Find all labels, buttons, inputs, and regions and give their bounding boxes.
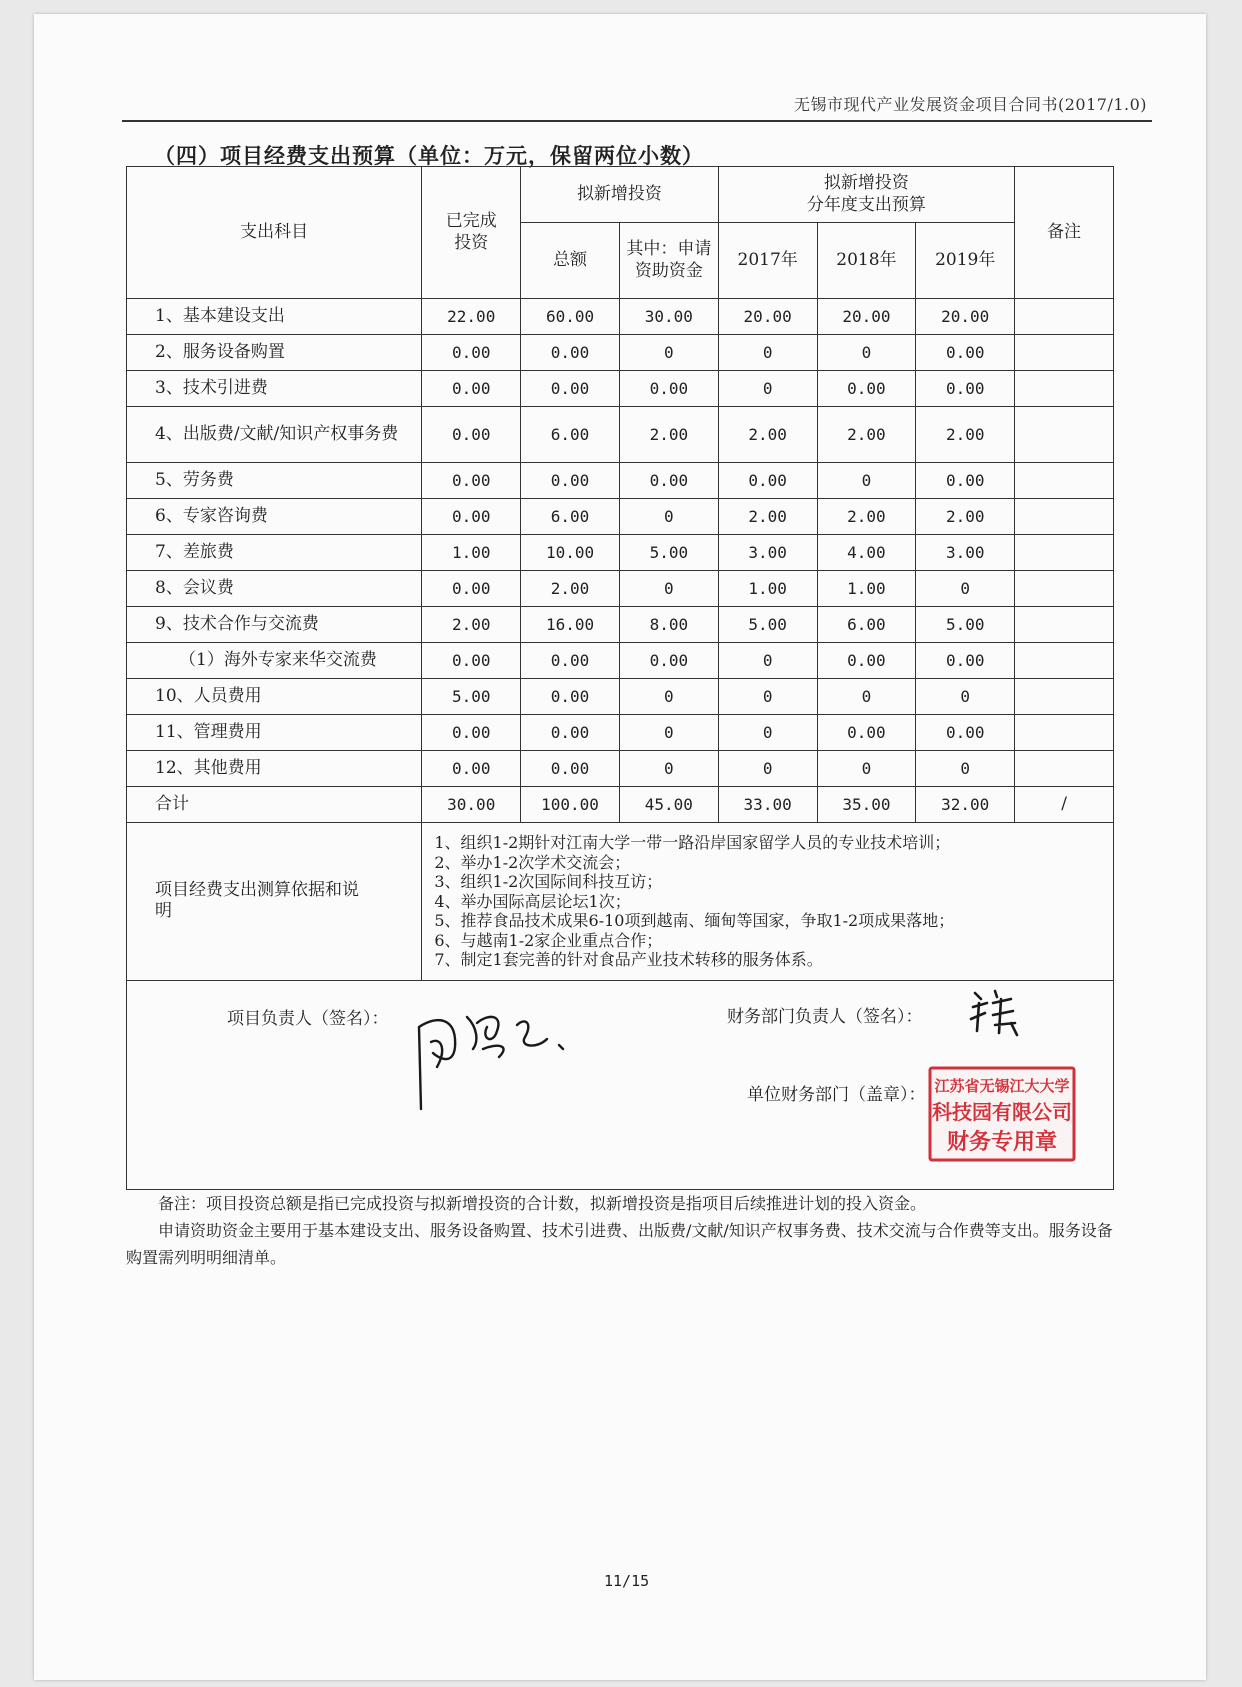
notes-item: 6、与越南1-2家企业重点合作； [434, 930, 663, 950]
cell-grant: 0 [619, 679, 718, 715]
cell-2019: 0 [916, 751, 1015, 787]
cell-completed: 1.00 [422, 535, 521, 571]
footnotes [126, 1190, 1126, 1272]
header-subject: 支出科目 [127, 167, 422, 299]
cell-2017: 3.00 [718, 535, 817, 571]
header-2017: 2017年 [718, 223, 817, 299]
cell-2019: 0 [916, 571, 1015, 607]
table-row [127, 371, 1114, 407]
cell-total: 0.00 [521, 371, 620, 407]
cell-2017: 2.00 [718, 407, 817, 463]
section-title: （四）项目经费支出预算（单位：万元，保留两位小数） [154, 143, 704, 168]
cell-total: 100.00 [521, 787, 620, 823]
document-page [34, 14, 1206, 1680]
cell-2019: 0.00 [916, 715, 1015, 751]
cell-2017: 0 [718, 371, 817, 407]
budget-table [126, 166, 1114, 1190]
cell-total: 0.00 [521, 679, 620, 715]
cell-completed: 0.00 [422, 571, 521, 607]
cell-grant: 0.00 [619, 371, 718, 407]
table-row [127, 463, 1114, 499]
cell-completed: 0.00 [422, 463, 521, 499]
cell-remark [1015, 535, 1114, 571]
cell-2017: 1.00 [718, 571, 817, 607]
table-row [127, 679, 1114, 715]
cell-grant: 45.00 [619, 787, 718, 823]
page-number: 11/15 [604, 1572, 650, 1590]
cell-2018: 4.00 [817, 535, 916, 571]
header-of-which: 其中：申请资助资金 [619, 223, 718, 299]
cell-2018: 0.00 [817, 371, 916, 407]
cell-2019: 3.00 [916, 535, 1015, 571]
notes-row [127, 823, 1114, 981]
table-row [127, 643, 1114, 679]
cell-remark [1015, 607, 1114, 643]
cell-completed: 5.00 [422, 679, 521, 715]
cell-2018: 0 [817, 679, 916, 715]
cell-total: 0.00 [521, 335, 620, 371]
cell-remark [1015, 715, 1114, 751]
cell-remark [1015, 407, 1114, 463]
cell-2018: 0.00 [817, 643, 916, 679]
header-2019: 2019年 [916, 223, 1015, 299]
cell-2019: 2.00 [916, 407, 1015, 463]
row-label: （1）海外专家来华交流费 [127, 643, 422, 679]
cell-remark [1015, 571, 1114, 607]
cell-remark [1015, 299, 1114, 335]
cell-2019: 0.00 [916, 335, 1015, 371]
table-row [127, 499, 1114, 535]
cell-remark: / [1015, 787, 1114, 823]
cell-2018: 6.00 [817, 607, 916, 643]
notes-item: 7、制定1套完善的针对食品产业技术转移的服务体系。 [434, 950, 823, 970]
finance-leader-signature [967, 983, 1027, 1043]
header-2018: 2018年 [817, 223, 916, 299]
notes-content [422, 823, 1114, 981]
table-row [127, 299, 1114, 335]
header-divider [122, 120, 1152, 122]
cell-completed: 2.00 [422, 607, 521, 643]
table-row [127, 335, 1114, 371]
row-label: 4、出版费/文献/知识产权事务费 [127, 407, 422, 463]
table-row [127, 787, 1114, 823]
cell-2017: 20.00 [718, 299, 817, 335]
cell-2018: 0.00 [817, 715, 916, 751]
signature-area [127, 981, 1113, 1189]
svg-text:财务专用章: 财务专用章 [946, 1129, 1058, 1155]
cell-total: 0.00 [521, 643, 620, 679]
cell-2019: 2.00 [916, 499, 1015, 535]
cell-2017: 0 [718, 715, 817, 751]
cell-total: 6.00 [521, 407, 620, 463]
cell-completed: 0.00 [422, 751, 521, 787]
cell-2017: 0 [718, 335, 817, 371]
row-label: 2、服务设备购置 [127, 335, 422, 371]
row-label: 合计 [127, 787, 422, 823]
row-label: 7、差旅费 [127, 535, 422, 571]
cell-total: 0.00 [521, 715, 620, 751]
cell-2017: 5.00 [718, 607, 817, 643]
cell-grant: 0 [619, 335, 718, 371]
row-label: 12、其他费用 [127, 751, 422, 787]
cell-grant: 8.00 [619, 607, 718, 643]
svg-text:江苏省无锡江大大学: 江苏省无锡江大大学 [934, 1076, 1070, 1095]
cell-grant: 5.00 [619, 535, 718, 571]
cell-total: 2.00 [521, 571, 620, 607]
cell-2018: 0 [817, 751, 916, 787]
row-label: 10、人员费用 [127, 679, 422, 715]
footnote-line: 备注：项目投资总额是指已完成投资与拟新增投资的合计数，拟新增投资是指项目后续推进计划的投入资金。 [158, 1194, 927, 1213]
notes-item: 2、举办1-2次学术交流会； [434, 852, 631, 872]
cell-2019: 32.00 [916, 787, 1015, 823]
row-label: 9、技术合作与交流费 [127, 607, 422, 643]
cell-2018: 0 [817, 463, 916, 499]
cell-2019: 0.00 [916, 643, 1015, 679]
cell-grant: 0 [619, 499, 718, 535]
cell-completed: 22.00 [422, 299, 521, 335]
cell-remark [1015, 371, 1114, 407]
row-label: 1、基本建设支出 [127, 299, 422, 335]
cell-grant: 0.00 [619, 643, 718, 679]
table-row [127, 751, 1114, 787]
table-row [127, 535, 1114, 571]
row-label: 8、会议费 [127, 571, 422, 607]
row-label: 3、技术引进费 [127, 371, 422, 407]
cell-completed: 0.00 [422, 371, 521, 407]
cell-2019: 5.00 [916, 607, 1015, 643]
cell-grant: 30.00 [619, 299, 718, 335]
cell-2017: 0 [718, 679, 817, 715]
finance-dept-seal-label: 单位财务部门（盖章）： [747, 1084, 926, 1105]
cell-2018: 1.00 [817, 571, 916, 607]
cell-2019: 0.00 [916, 371, 1015, 407]
header-yearly: 拟新增投资 分年度支出预算 [718, 167, 1014, 223]
cell-grant: 2.00 [619, 407, 718, 463]
project-leader-signature [407, 987, 587, 1117]
cell-total: 6.00 [521, 499, 620, 535]
cell-remark [1015, 499, 1114, 535]
cell-2018: 2.00 [817, 499, 916, 535]
header-new-invest: 拟新增投资 [521, 167, 719, 223]
row-label: 11、管理费用 [127, 715, 422, 751]
cell-remark [1015, 643, 1114, 679]
row-label: 6、专家咨询费 [127, 499, 422, 535]
cell-completed: 0.00 [422, 715, 521, 751]
notes-item: 3、组织1-2次国际间科技互访； [434, 872, 663, 892]
finance-stamp [927, 1065, 1077, 1163]
cell-total: 0.00 [521, 751, 620, 787]
cell-total: 60.00 [521, 299, 620, 335]
notes-item: 4、举办国际高层论坛1次； [434, 891, 631, 911]
notes-item: 1、组织1-2期针对江南大学一带一路沿岸国家留学人员的专业技术培训； [434, 833, 951, 852]
cell-total: 0.00 [521, 463, 620, 499]
notes-item: 5、推荐食品技术成果6-10项到越南、缅甸等国家，争取1-2项成果落地； [434, 911, 955, 931]
svg-text:科技园有限公司: 科技园有限公司 [932, 1099, 1072, 1124]
cell-total: 10.00 [521, 535, 620, 571]
cell-completed: 0.00 [422, 499, 521, 535]
cell-2018: 2.00 [817, 407, 916, 463]
cell-2018: 35.00 [817, 787, 916, 823]
signature-row [127, 980, 1114, 1189]
cell-2017: 0.00 [718, 463, 817, 499]
table-row [127, 715, 1114, 751]
header-remarks: 备注 [1015, 167, 1114, 299]
cell-remark [1015, 335, 1114, 371]
header-total: 总额 [521, 223, 620, 299]
cell-grant: 0 [619, 571, 718, 607]
document-header: 无锡市现代产业发展资金项目合同书(2017/1.0) [794, 95, 1148, 114]
cell-2019: 20.00 [916, 299, 1015, 335]
cell-completed: 0.00 [422, 643, 521, 679]
cell-grant: 0 [619, 715, 718, 751]
cell-2017: 2.00 [718, 499, 817, 535]
cell-2019: 0.00 [916, 463, 1015, 499]
cell-2017: 33.00 [718, 787, 817, 823]
cell-2017: 0 [718, 751, 817, 787]
header-completed: 已完成投资 [422, 167, 521, 299]
cell-2017: 0 [718, 643, 817, 679]
row-label: 5、劳务费 [127, 463, 422, 499]
cell-total: 16.00 [521, 607, 620, 643]
cell-grant: 0.00 [619, 463, 718, 499]
cell-remark [1015, 463, 1114, 499]
cell-2018: 0 [817, 335, 916, 371]
cell-remark [1015, 679, 1114, 715]
cell-grant: 0 [619, 751, 718, 787]
cell-2019: 0 [916, 679, 1015, 715]
cell-completed: 0.00 [422, 335, 521, 371]
table-row [127, 571, 1114, 607]
table-row [127, 407, 1114, 463]
cell-completed: 0.00 [422, 407, 521, 463]
cell-completed: 30.00 [422, 787, 521, 823]
finance-leader-label: 财务部门负责人（签名）： [727, 1006, 923, 1027]
project-leader-label: 项目负责人（签名）： [227, 1008, 389, 1029]
cell-2018: 20.00 [817, 299, 916, 335]
cell-remark [1015, 751, 1114, 787]
notes-label: 项目经费支出测算依据和说明 [127, 823, 422, 981]
footnote-line: 申请资助资金主要用于基本建设支出、服务设备购置、技术引进费、出版费/文献/知识产权事务费、技术交流与合作费等支出。服务设备购置需列明明细清单。 [126, 1221, 1113, 1268]
table-row [127, 607, 1114, 643]
